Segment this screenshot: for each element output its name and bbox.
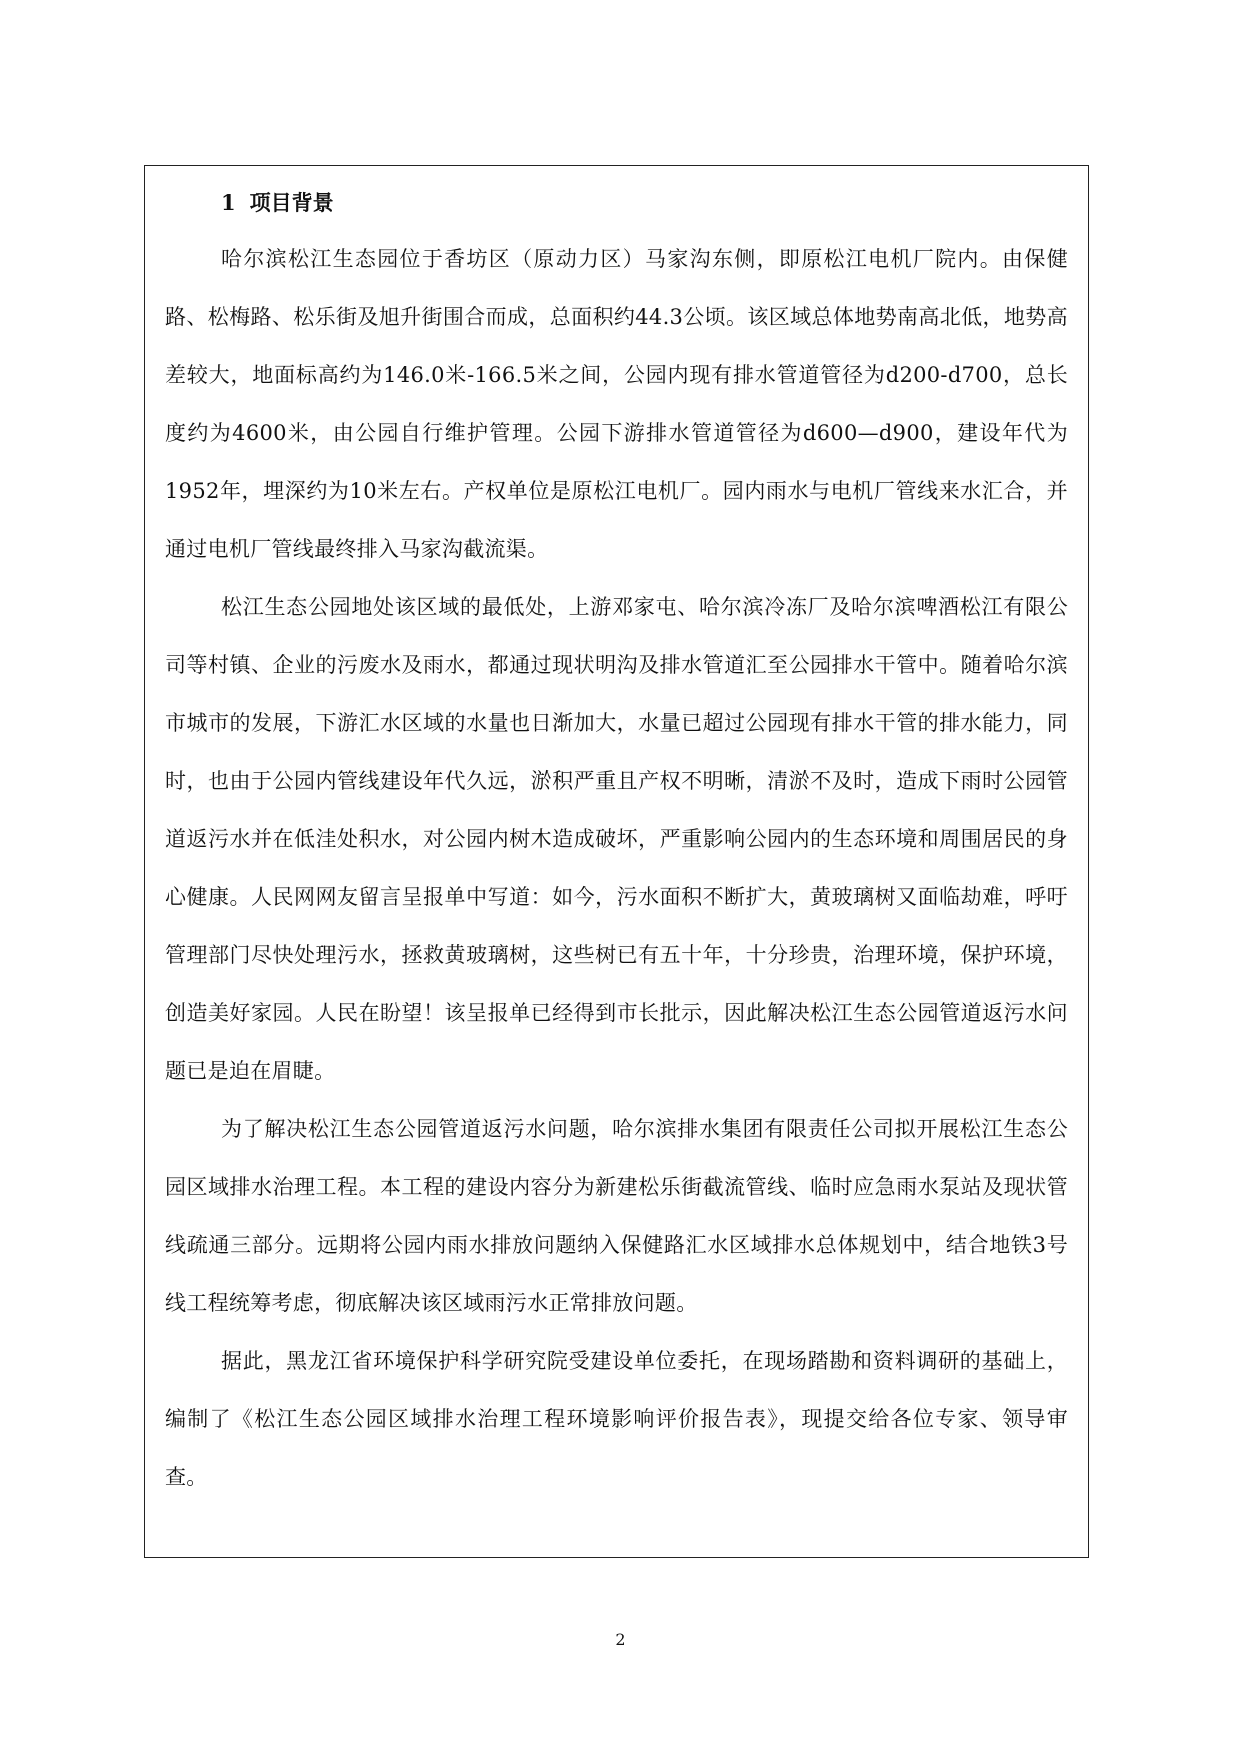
section-heading: [165, 188, 1068, 218]
paragraph-background: 哈尔滨松江生态园位于香坊区（原动力区）马家沟东侧，即原松江电机厂院内。由保健路、松梅路、松乐街及旭升街围合而成，总面积约44.3公顷。该区域总体地势南高北低，地势高差较大，地面标高约为146.0米-166.5米之间，公园内现有排水管道管径为d200-d700，总长度约为4600米，由公园自行维护管理。公园下游排水管道管径为d600—d900，建设年代为1952年，埋深约为10米左右。产权单位是原松江电机厂。园内雨水与电机厂管线来水汇合，并通过电机厂管线最终排入马家沟截流渠。: [165, 247, 1068, 561]
paragraph-project-scope: 为了解决松江生态公园管道返污水问题，哈尔滨排水集团有限责任公司拟开展松江生态公园区域排水治理工程。本工程的建设内容分为新建松乐街截流管线、临时应急雨水泵站及现状管线疏通三部分。远期将公园内雨水排放问题纳入保健路汇水区域排水总体规划中，结合地铁3号线工程统筹考虑，彻底解决该区域雨污水正常排放问题。: [165, 1117, 1068, 1315]
content-frame: [144, 165, 1089, 1558]
document-body: [165, 188, 1068, 1506]
section-title: 项目背景: [249, 190, 334, 215]
page-number: 2: [615, 1630, 626, 1649]
paragraph-report-basis: 据此，黑龙江省环境保护科学研究院受建设单位委托，在现场踏勘和资料调研的基础上，编制了《松江生态公园区域排水治理工程环境影响评价报告表》，现提交给各位专家、领导审查。: [165, 1349, 1068, 1489]
paragraph-problem: 松江生态公园地处该区域的最低处，上游邓家屯、哈尔滨冷冻厂及哈尔滨啤酒松江有限公司等村镇、企业的污废水及雨水，都通过现状明沟及排水管道汇至公园排水干管中。随着哈尔滨市城市的发展，下游汇水区域的水量也日渐加大，水量已超过公园现有排水干管的排水能力，同时，也由于公园内管线建设年代久远，淤积严重且产权不明晰，清淤不及时，造成下雨时公园管道返污水并在低洼处积水，对公园内树木造成破坏，严重影响公园内的生态环境和周围居民的身心健康。人民网网友留言呈报单中写道：如今，污水面积不断扩大，黄玻璃树又面临劫难，呼吁管理部门尽快处理污水，拯救黄玻璃树，这些树已有五十年，十分珍贵，治理环境，保护环境，创造美好家园。人民在盼望！该呈报单已经得到市长批示，因此解决松江生态公园管道返污水问题已是迫在眉睫。: [165, 595, 1068, 1083]
section-number: 1: [221, 190, 236, 215]
